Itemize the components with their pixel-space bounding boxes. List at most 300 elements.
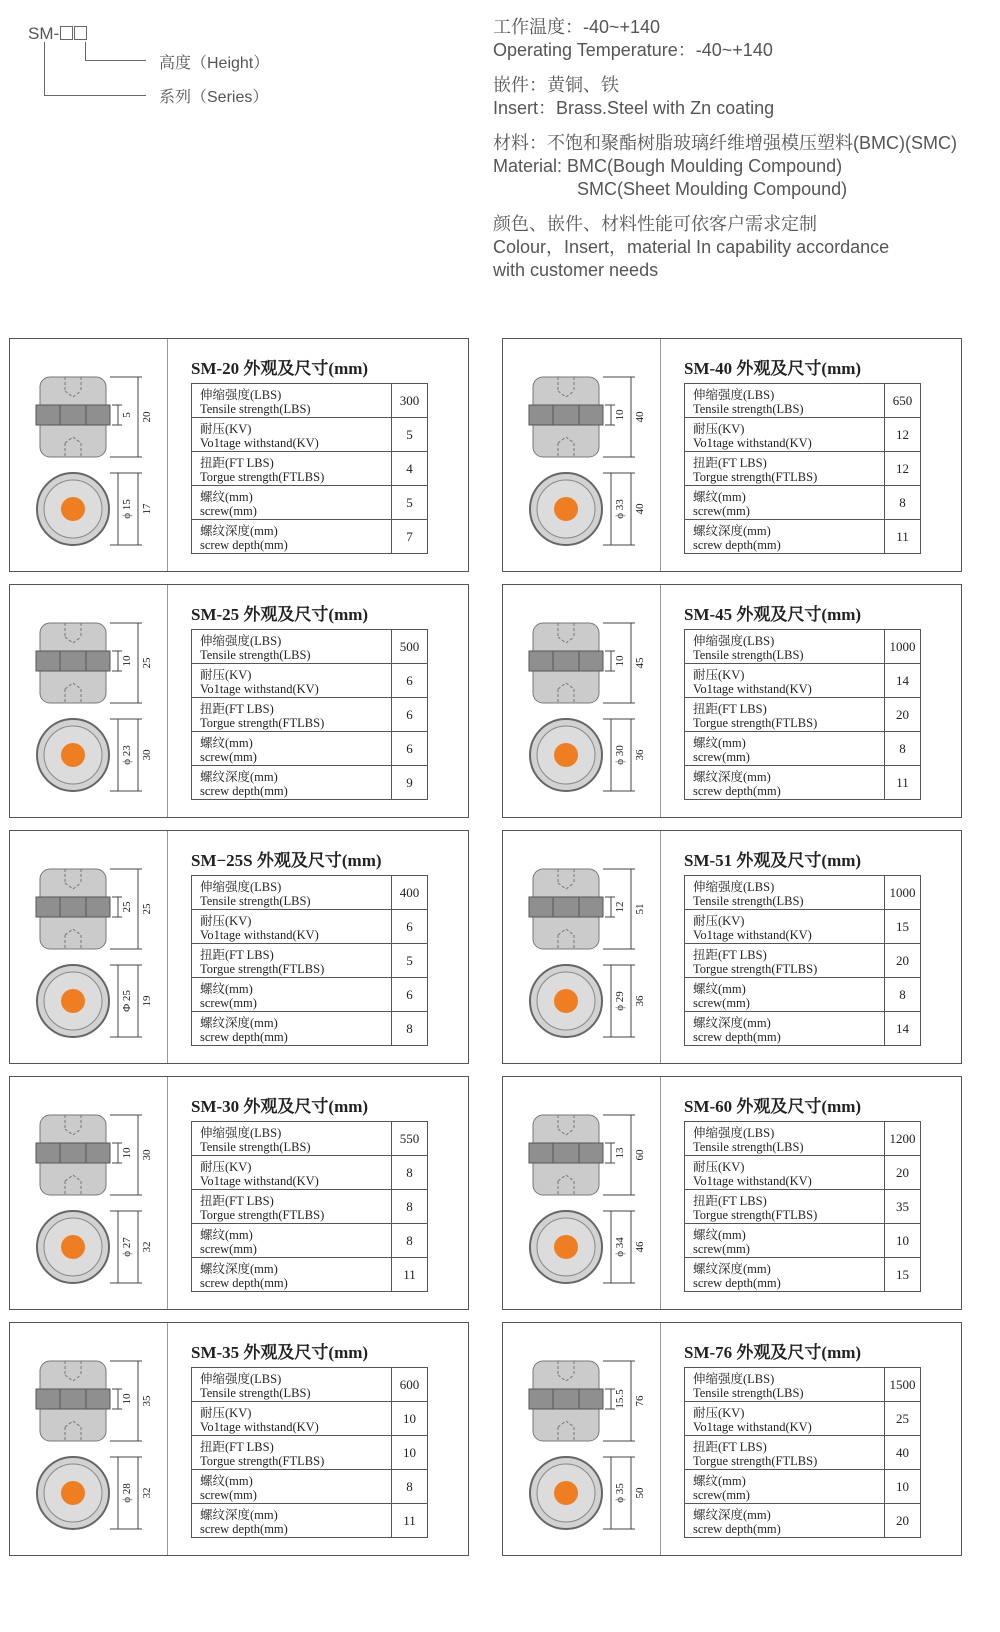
product-card-8 — [502, 1076, 962, 1310]
material-en-1: Material: BMC(Bough Moulding Compound) — [493, 156, 843, 176]
value-cell: 1200 — [885, 1122, 921, 1156]
row-screw — [192, 1470, 428, 1504]
label-cn: 耐压(KV) — [693, 667, 745, 682]
spec-table — [191, 1367, 428, 1538]
side-view — [36, 623, 110, 703]
insulator-figure — [503, 1323, 661, 1555]
label-cn: 耐压(KV) — [693, 1159, 745, 1174]
dim-total-height: 76 — [634, 1395, 646, 1407]
temp-cn: 工作温度：-40~+140 — [493, 17, 661, 37]
label-en: Vo1tage withstand(KV) — [693, 435, 812, 450]
dim-diameter: ϕ 35 — [614, 1483, 626, 1503]
label-cn: 扭距(FT LBS) — [693, 1193, 767, 1208]
insulator-drawing — [10, 339, 168, 571]
dimension-lines — [110, 623, 142, 791]
value-cell: 11 — [885, 520, 921, 554]
dim-total-height: 25 — [141, 903, 153, 915]
spec-table — [191, 383, 428, 554]
row-screw — [192, 978, 428, 1012]
row-tensile — [192, 384, 428, 418]
row-voltage — [192, 1402, 428, 1436]
label-en: screw depth(mm) — [200, 783, 288, 798]
custom-cn: 颜色、嵌件、材料性能可依客户需求定制 — [493, 214, 817, 234]
label-en: Tensile strength(LBS) — [693, 647, 804, 662]
insulator-drawing — [10, 1077, 168, 1309]
product-card-2 — [502, 338, 962, 572]
product-card-1 — [9, 338, 469, 572]
dimension-lines — [603, 1361, 635, 1529]
label-en: Vo1tage withstand(KV) — [200, 681, 319, 696]
label-en: screw depth(mm) — [200, 1521, 288, 1536]
row-tensile — [685, 876, 921, 910]
row-voltage — [685, 1156, 921, 1190]
label-cn: 伸缩强度(LBS) — [200, 387, 282, 402]
value-cell: 11 — [392, 1504, 428, 1538]
label-cn: 螺纹深度(mm) — [693, 769, 771, 784]
label-cn: 螺纹深度(mm) — [200, 1261, 278, 1276]
value-cell: 40 — [885, 1436, 921, 1470]
label-en: screw depth(mm) — [200, 1029, 288, 1044]
insulator-drawing — [10, 831, 168, 1063]
insulator-drawing — [10, 1323, 168, 1555]
row-tensile — [192, 876, 428, 910]
product-title: SM−25S 外观及尺寸(mm) — [191, 851, 382, 870]
label-cn: 螺纹(mm) — [693, 735, 746, 750]
label-cn: 螺纹(mm) — [200, 1227, 253, 1242]
value-cell: 15 — [885, 1258, 921, 1292]
row-torque — [685, 944, 921, 978]
insulator-drawing — [10, 585, 168, 817]
label-cn: 伸缩强度(LBS) — [693, 879, 775, 894]
product-title: SM-76 外观及尺寸(mm) — [684, 1343, 862, 1362]
value-cell: 8 — [392, 1470, 428, 1504]
insulator-drawing — [503, 831, 661, 1063]
label-cn: 扭距(FT LBS) — [693, 947, 767, 962]
row-depth — [685, 1012, 921, 1046]
row-voltage — [192, 418, 428, 452]
label-cn: 扭距(FT LBS) — [200, 1193, 274, 1208]
value-cell: 4 — [392, 452, 428, 486]
label-cn: 螺纹(mm) — [200, 981, 253, 996]
value-cell: 8 — [392, 1224, 428, 1258]
dim-outer-size: 17 — [141, 503, 153, 515]
label-en: Vo1tage withstand(KV) — [200, 1173, 319, 1188]
dim-diameter: Φ 25 — [121, 990, 133, 1012]
label-en: Vo1tage withstand(KV) — [200, 1419, 319, 1434]
custom-en-1: Colour，Insert，material In capability accordance — [493, 237, 890, 257]
label-cn: 耐压(KV) — [200, 667, 252, 682]
dim-outer-size: 32 — [141, 1241, 153, 1253]
label-en: screw depth(mm) — [693, 537, 781, 552]
label-cn: 耐压(KV) — [200, 1159, 252, 1174]
material-cn: 材料：不饱和聚酯树脂玻璃纤维增强模压塑料(BMC)(SMC) — [493, 133, 957, 153]
value-cell: 14 — [885, 664, 921, 698]
label-cn: 伸缩强度(LBS) — [200, 1371, 282, 1386]
product-title: SM-60 外观及尺寸(mm) — [684, 1097, 862, 1116]
dim-diameter: ϕ 30 — [614, 745, 626, 765]
value-cell: 6 — [392, 910, 428, 944]
dim-band-height: 12 — [614, 901, 626, 913]
label-en: screw(mm) — [200, 1241, 257, 1256]
product-card-4 — [502, 584, 962, 818]
insulator-drawing — [503, 1077, 661, 1309]
row-torque — [685, 452, 921, 486]
label-en: Torgue strength(FTLBS) — [200, 1453, 325, 1468]
side-view — [36, 377, 110, 457]
label-en: Torgue strength(FTLBS) — [693, 469, 818, 484]
row-depth — [685, 766, 921, 800]
row-screw — [685, 486, 921, 520]
label-en: Vo1tage withstand(KV) — [693, 1419, 812, 1434]
label-cn: 伸缩强度(LBS) — [200, 1125, 282, 1140]
value-cell: 6 — [392, 664, 428, 698]
dim-total-height: 45 — [634, 657, 646, 669]
dim-diameter: ϕ 23 — [121, 745, 133, 765]
value-cell: 10 — [885, 1470, 921, 1504]
value-cell: 5 — [392, 944, 428, 978]
side-view — [529, 623, 603, 703]
value-cell: 7 — [392, 520, 428, 554]
value-cell: 6 — [392, 698, 428, 732]
label-en: Torgue strength(FTLBS) — [200, 961, 325, 976]
label-en: screw depth(mm) — [693, 1275, 781, 1290]
dimension-lines — [603, 377, 635, 545]
label-en: Tensile strength(LBS) — [200, 647, 311, 662]
spec-notes — [493, 16, 993, 294]
row-depth — [685, 520, 921, 554]
dim-band-height: 5 — [121, 412, 133, 418]
label-cn: 耐压(KV) — [200, 1405, 252, 1420]
label-en: screw(mm) — [693, 1241, 750, 1256]
dim-outer-size: 19 — [141, 995, 153, 1007]
row-screw — [685, 1224, 921, 1258]
insert-en: Insert：Brass.Steel with Zn coating — [493, 98, 775, 118]
dim-band-height: 15.5 — [614, 1389, 626, 1409]
row-screw — [685, 732, 921, 766]
label-en: screw(mm) — [693, 1487, 750, 1502]
value-cell: 20 — [885, 1504, 921, 1538]
label-en: screw(mm) — [200, 749, 257, 764]
value-cell: 15 — [885, 910, 921, 944]
row-screw — [685, 978, 921, 1012]
product-card-3 — [9, 584, 469, 818]
dimension-lines — [110, 1361, 142, 1529]
row-depth — [192, 1012, 428, 1046]
label-en: Tensile strength(LBS) — [200, 401, 311, 416]
dim-diameter: ϕ 27 — [121, 1237, 133, 1257]
row-torque — [192, 698, 428, 732]
height-label: 高度（Height） — [159, 55, 270, 72]
label-cn: 扭距(FT LBS) — [200, 701, 274, 716]
insulator-figure — [10, 831, 168, 1063]
top-view — [530, 473, 602, 545]
label-en: Tensile strength(LBS) — [200, 1139, 311, 1154]
row-depth — [192, 1504, 428, 1538]
value-cell: 8 — [885, 978, 921, 1012]
row-tensile — [192, 1122, 428, 1156]
value-cell: 6 — [392, 732, 428, 766]
top-view — [37, 1457, 109, 1529]
product-title: SM-25 外观及尺寸(mm) — [191, 605, 369, 624]
dim-diameter: ϕ 15 — [121, 499, 133, 519]
series-label: 系列（Series） — [159, 89, 269, 106]
spec-table — [684, 383, 921, 554]
custom-en-2: with customer needs — [493, 260, 659, 280]
insert-cn: 嵌件：黄铜、铁 — [493, 75, 619, 95]
label-cn: 螺纹深度(mm) — [693, 1261, 771, 1276]
label-cn: 耐压(KV) — [693, 913, 745, 928]
label-en: screw depth(mm) — [693, 783, 781, 798]
insulator-figure — [503, 585, 661, 817]
dim-diameter: ϕ 34 — [614, 1237, 626, 1257]
top-view — [37, 473, 109, 545]
dim-total-height: 35 — [141, 1395, 153, 1407]
row-tensile — [685, 384, 921, 418]
row-screw — [192, 1224, 428, 1258]
label-cn: 螺纹(mm) — [200, 1473, 253, 1488]
value-cell: 8 — [885, 732, 921, 766]
label-cn: 螺纹深度(mm) — [693, 1507, 771, 1522]
product-title: SM-20 外观及尺寸(mm) — [191, 359, 369, 378]
dimension-lines — [110, 1115, 142, 1283]
label-en: screw(mm) — [693, 995, 750, 1010]
label-en: Tensile strength(LBS) — [200, 893, 311, 908]
insulator-drawing — [503, 339, 661, 571]
value-cell: 10 — [392, 1402, 428, 1436]
dimension-lines — [603, 1115, 635, 1283]
top-view — [530, 719, 602, 791]
label-en: Torgue strength(FTLBS) — [200, 469, 325, 484]
value-cell: 9 — [392, 766, 428, 800]
side-view — [36, 1361, 110, 1441]
label-cn: 扭距(FT LBS) — [200, 1439, 274, 1454]
label-en: screw depth(mm) — [200, 1275, 288, 1290]
row-voltage — [685, 1402, 921, 1436]
label-cn: 耐压(KV) — [693, 421, 745, 436]
value-cell: 6 — [392, 978, 428, 1012]
value-cell: 10 — [885, 1224, 921, 1258]
dim-outer-size: 36 — [634, 749, 646, 761]
label-en: screw(mm) — [200, 995, 257, 1010]
row-depth — [192, 766, 428, 800]
label-en: Tensile strength(LBS) — [693, 1139, 804, 1154]
row-tensile — [685, 1368, 921, 1402]
label-en: Tensile strength(LBS) — [200, 1385, 311, 1400]
value-cell: 400 — [392, 876, 428, 910]
code-box-1 — [60, 26, 73, 40]
row-torque — [192, 1436, 428, 1470]
insulator-figure — [10, 585, 168, 817]
side-view — [529, 1115, 603, 1195]
value-cell: 11 — [885, 766, 921, 800]
top-view — [37, 719, 109, 791]
top-view — [530, 1211, 602, 1283]
label-en: screw(mm) — [200, 503, 257, 518]
insulator-figure — [503, 1077, 661, 1309]
label-en: Vo1tage withstand(KV) — [200, 435, 319, 450]
value-cell: 20 — [885, 698, 921, 732]
label-cn: 螺纹深度(mm) — [200, 769, 278, 784]
dim-diameter: ϕ 29 — [614, 991, 626, 1011]
value-cell: 500 — [392, 630, 428, 664]
insulator-drawing — [503, 1323, 661, 1555]
value-cell: 600 — [392, 1368, 428, 1402]
value-cell: 35 — [885, 1190, 921, 1224]
value-cell: 20 — [885, 1156, 921, 1190]
row-screw — [192, 732, 428, 766]
value-cell: 12 — [885, 452, 921, 486]
label-en: Vo1tage withstand(KV) — [200, 927, 319, 942]
model-code: SM- — [28, 24, 87, 44]
label-cn: 螺纹(mm) — [200, 735, 253, 750]
row-torque — [192, 452, 428, 486]
dim-band-height: 10 — [121, 655, 133, 667]
dim-total-height: 51 — [634, 903, 646, 915]
label-en: Vo1tage withstand(KV) — [693, 1173, 812, 1188]
product-card-5 — [9, 830, 469, 1064]
label-cn: 螺纹(mm) — [693, 1227, 746, 1242]
row-screw — [685, 1470, 921, 1504]
dim-diameter: ϕ 33 — [614, 499, 626, 519]
spec-table — [191, 629, 428, 800]
value-cell: 11 — [392, 1258, 428, 1292]
dim-outer-size: 32 — [141, 1487, 153, 1499]
value-cell: 20 — [885, 944, 921, 978]
label-cn: 伸缩强度(LBS) — [693, 1371, 775, 1386]
row-tensile — [685, 1122, 921, 1156]
product-card-9 — [9, 1322, 469, 1556]
label-cn: 螺纹深度(mm) — [693, 523, 771, 538]
label-cn: 螺纹深度(mm) — [693, 1015, 771, 1030]
row-torque — [685, 1190, 921, 1224]
value-cell: 1000 — [885, 630, 921, 664]
label-cn: 扭距(FT LBS) — [693, 455, 767, 470]
value-cell: 8 — [392, 1012, 428, 1046]
value-cell: 1000 — [885, 876, 921, 910]
dim-band-height: 25 — [121, 901, 133, 913]
label-cn: 螺纹(mm) — [693, 489, 746, 504]
product-card-10 — [502, 1322, 962, 1556]
dim-total-height: 20 — [141, 411, 153, 423]
dimension-lines — [603, 623, 635, 791]
row-depth — [685, 1504, 921, 1538]
label-cn: 耐压(KV) — [200, 421, 252, 436]
dim-outer-size: 50 — [634, 1487, 646, 1499]
label-en: screw(mm) — [693, 503, 750, 518]
row-torque — [685, 1436, 921, 1470]
spec-table — [684, 629, 921, 800]
dim-outer-size: 36 — [634, 995, 646, 1007]
product-title: SM-40 外观及尺寸(mm) — [684, 359, 862, 378]
label-cn: 螺纹(mm) — [200, 489, 253, 504]
dim-total-height: 30 — [141, 1149, 153, 1161]
label-cn: 螺纹深度(mm) — [200, 1507, 278, 1522]
label-en: screw depth(mm) — [200, 537, 288, 552]
spec-table — [191, 1121, 428, 1292]
product-title: SM-45 外观及尺寸(mm) — [684, 605, 862, 624]
dimension-lines — [110, 377, 142, 545]
row-torque — [192, 1190, 428, 1224]
label-cn: 扭距(FT LBS) — [693, 1439, 767, 1454]
dim-band-height: 10 — [614, 655, 626, 667]
dim-total-height: 25 — [141, 657, 153, 669]
value-cell: 5 — [392, 418, 428, 452]
top-view — [37, 965, 109, 1037]
label-en: Tensile strength(LBS) — [693, 893, 804, 908]
label-en: Tensile strength(LBS) — [693, 401, 804, 416]
row-depth — [685, 1258, 921, 1292]
row-voltage — [685, 418, 921, 452]
spec-table — [684, 1367, 921, 1538]
insulator-figure — [10, 1323, 168, 1555]
label-en: Torgue strength(FTLBS) — [693, 1453, 818, 1468]
dim-band-height: 10 — [121, 1147, 133, 1159]
label-cn: 扭距(FT LBS) — [200, 455, 274, 470]
spec-table — [684, 875, 921, 1046]
label-cn: 伸缩强度(LBS) — [200, 633, 282, 648]
dim-outer-size: 46 — [634, 1241, 646, 1253]
side-view — [529, 1361, 603, 1441]
label-en: Torgue strength(FTLBS) — [200, 1207, 325, 1222]
label-en: screw(mm) — [693, 749, 750, 764]
row-voltage — [685, 910, 921, 944]
dim-outer-size: 30 — [141, 749, 153, 761]
value-cell: 550 — [392, 1122, 428, 1156]
label-en: Torgue strength(FTLBS) — [693, 961, 818, 976]
label-cn: 伸缩强度(LBS) — [693, 1125, 775, 1140]
value-cell: 8 — [392, 1190, 428, 1224]
dim-total-height: 40 — [634, 411, 646, 423]
row-depth — [192, 1258, 428, 1292]
label-en: screw depth(mm) — [693, 1521, 781, 1536]
label-en: Torgue strength(FTLBS) — [693, 1207, 818, 1222]
row-screw — [192, 486, 428, 520]
value-cell: 8 — [885, 486, 921, 520]
value-cell: 10 — [392, 1436, 428, 1470]
spec-table — [684, 1121, 921, 1292]
dim-band-height: 13 — [614, 1147, 626, 1159]
value-cell: 8 — [392, 1156, 428, 1190]
product-title: SM-51 外观及尺寸(mm) — [684, 851, 862, 870]
top-view — [530, 965, 602, 1037]
label-en: Vo1tage withstand(KV) — [693, 927, 812, 942]
row-voltage — [192, 910, 428, 944]
product-title: SM-35 外观及尺寸(mm) — [191, 1343, 369, 1362]
row-tensile — [685, 630, 921, 664]
temp-en: Operating Temperature：-40~+140 — [493, 40, 773, 60]
spec-table — [191, 875, 428, 1046]
value-cell: 14 — [885, 1012, 921, 1046]
dim-outer-size: 40 — [634, 503, 646, 515]
row-voltage — [192, 1156, 428, 1190]
row-voltage — [192, 664, 428, 698]
value-cell: 12 — [885, 418, 921, 452]
label-cn: 螺纹深度(mm) — [200, 523, 278, 538]
value-cell: 300 — [392, 384, 428, 418]
code-box-2 — [74, 26, 87, 40]
dim-diameter: ϕ 28 — [121, 1483, 133, 1503]
row-tensile — [192, 1368, 428, 1402]
label-en: Torgue strength(FTLBS) — [693, 715, 818, 730]
label-en: Torgue strength(FTLBS) — [200, 715, 325, 730]
label-cn: 耐压(KV) — [693, 1405, 745, 1420]
side-view — [36, 1115, 110, 1195]
model-code-legend — [28, 20, 348, 110]
label-cn: 耐压(KV) — [200, 913, 252, 928]
insulator-drawing — [503, 585, 661, 817]
label-cn: 螺纹深度(mm) — [200, 1015, 278, 1030]
value-cell: 1500 — [885, 1368, 921, 1402]
